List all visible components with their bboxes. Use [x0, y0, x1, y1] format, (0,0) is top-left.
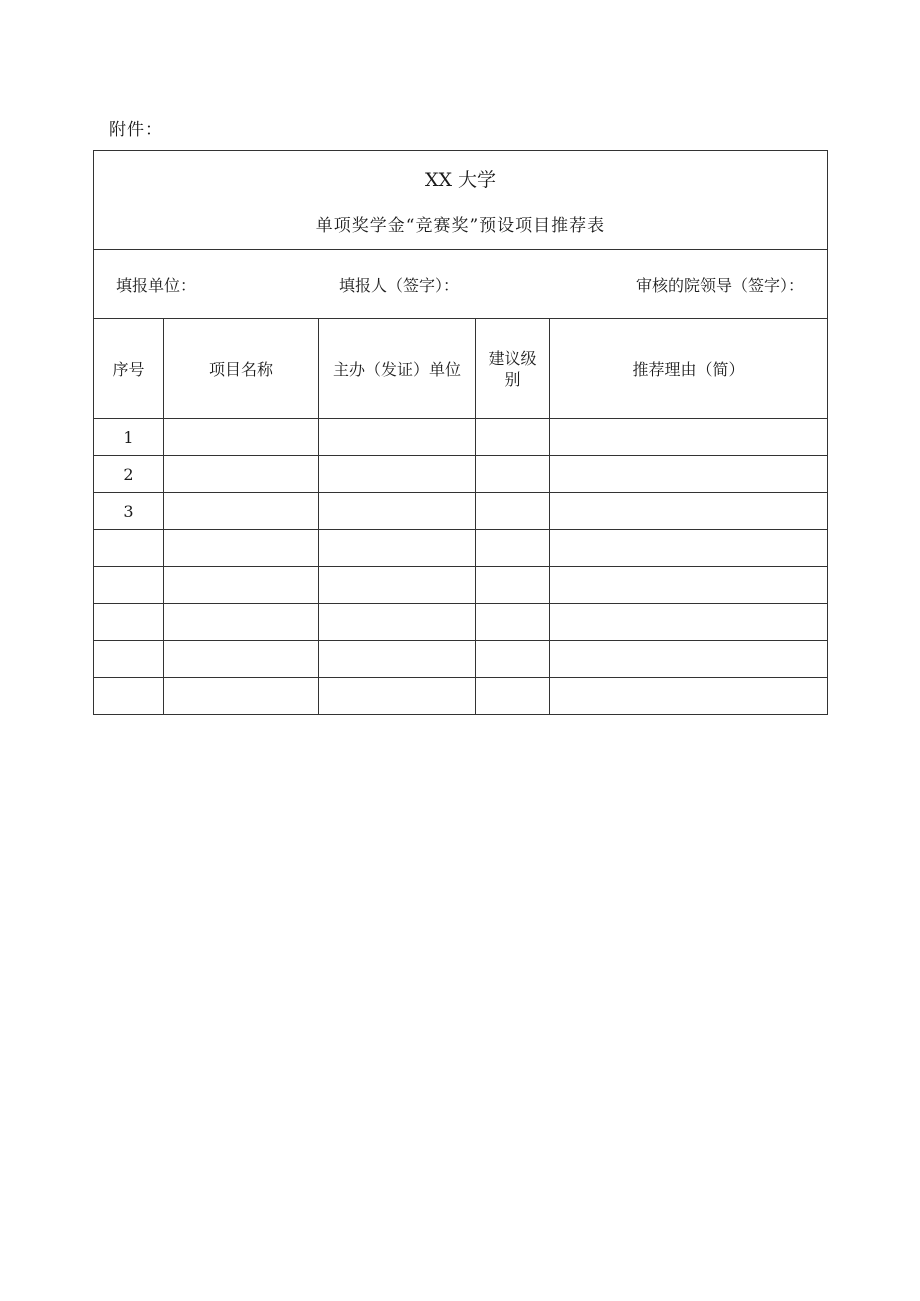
form-title: 单项奖学金“竞赛奖”预设项目推荐表: [315, 216, 606, 236]
form-title-cell: [94, 151, 828, 250]
university-title: XX 大学: [424, 169, 497, 191]
reason-cell[interactable]: [550, 530, 828, 567]
organizer-cell[interactable]: [319, 678, 476, 715]
organizer-cell[interactable]: [319, 567, 476, 604]
row-seq-cell: [94, 567, 164, 604]
reporting-unit-label: 填报单位：: [116, 276, 197, 295]
project-name-cell[interactable]: [164, 604, 319, 641]
reason-cell[interactable]: [550, 678, 828, 715]
reason-cell[interactable]: [550, 604, 828, 641]
level-cell[interactable]: [476, 678, 550, 715]
reason-cell[interactable]: [550, 641, 828, 678]
level-cell[interactable]: [476, 456, 550, 493]
table-row: [94, 456, 828, 493]
level-cell[interactable]: [476, 419, 550, 456]
header-suggested-level: [476, 319, 550, 419]
organizer-cell[interactable]: [319, 641, 476, 678]
project-name-cell[interactable]: [164, 641, 319, 678]
row-seq-cell: 2: [94, 456, 164, 493]
level-cell[interactable]: [476, 567, 550, 604]
leader-signature-label: 审核的院领导（签字）：: [635, 276, 804, 295]
organizer-cell[interactable]: [319, 456, 476, 493]
table-header-row: [94, 319, 828, 419]
level-cell[interactable]: [476, 604, 550, 641]
row-seq-cell: [94, 678, 164, 715]
filler-signature-label: 填报人（签字）：: [339, 276, 460, 295]
table-row: [94, 641, 828, 678]
row-seq-cell: [94, 641, 164, 678]
project-name-cell[interactable]: [164, 678, 319, 715]
table-row: [94, 493, 828, 530]
attachment-label: 附件：: [109, 120, 163, 140]
level-cell[interactable]: [476, 530, 550, 567]
organizer-cell[interactable]: [319, 419, 476, 456]
row-seq-cell: 3: [94, 493, 164, 530]
organizer-cell[interactable]: [319, 530, 476, 567]
row-seq-cell: [94, 604, 164, 641]
header-seq: 序号: [94, 319, 164, 419]
organizer-cell[interactable]: [319, 493, 476, 530]
project-name-cell[interactable]: [164, 493, 319, 530]
project-name-cell[interactable]: [164, 567, 319, 604]
reason-cell[interactable]: [550, 456, 828, 493]
reason-cell[interactable]: [550, 419, 828, 456]
row-seq-cell: [94, 530, 164, 567]
project-name-cell[interactable]: [164, 456, 319, 493]
recommendation-form-table: [93, 150, 828, 715]
level-cell[interactable]: [476, 493, 550, 530]
table-row: [94, 604, 828, 641]
table-row: [94, 530, 828, 567]
project-name-cell[interactable]: [164, 419, 319, 456]
reason-cell[interactable]: [550, 567, 828, 604]
header-level-line2: 别: [504, 369, 521, 389]
header-reason: 推荐理由（简）: [550, 319, 828, 419]
table-row: [94, 567, 828, 604]
form-info-row: [94, 250, 828, 319]
header-organizer: 主办（发证）单位: [319, 319, 476, 419]
table-row: [94, 419, 828, 456]
organizer-cell[interactable]: [319, 604, 476, 641]
reason-cell[interactable]: [550, 493, 828, 530]
table-row: [94, 678, 828, 715]
header-project-name: 项目名称: [164, 319, 319, 419]
project-name-cell[interactable]: [164, 530, 319, 567]
level-cell[interactable]: [476, 641, 550, 678]
row-seq-cell: 1: [94, 419, 164, 456]
header-level-line1: 建议级: [488, 348, 537, 368]
